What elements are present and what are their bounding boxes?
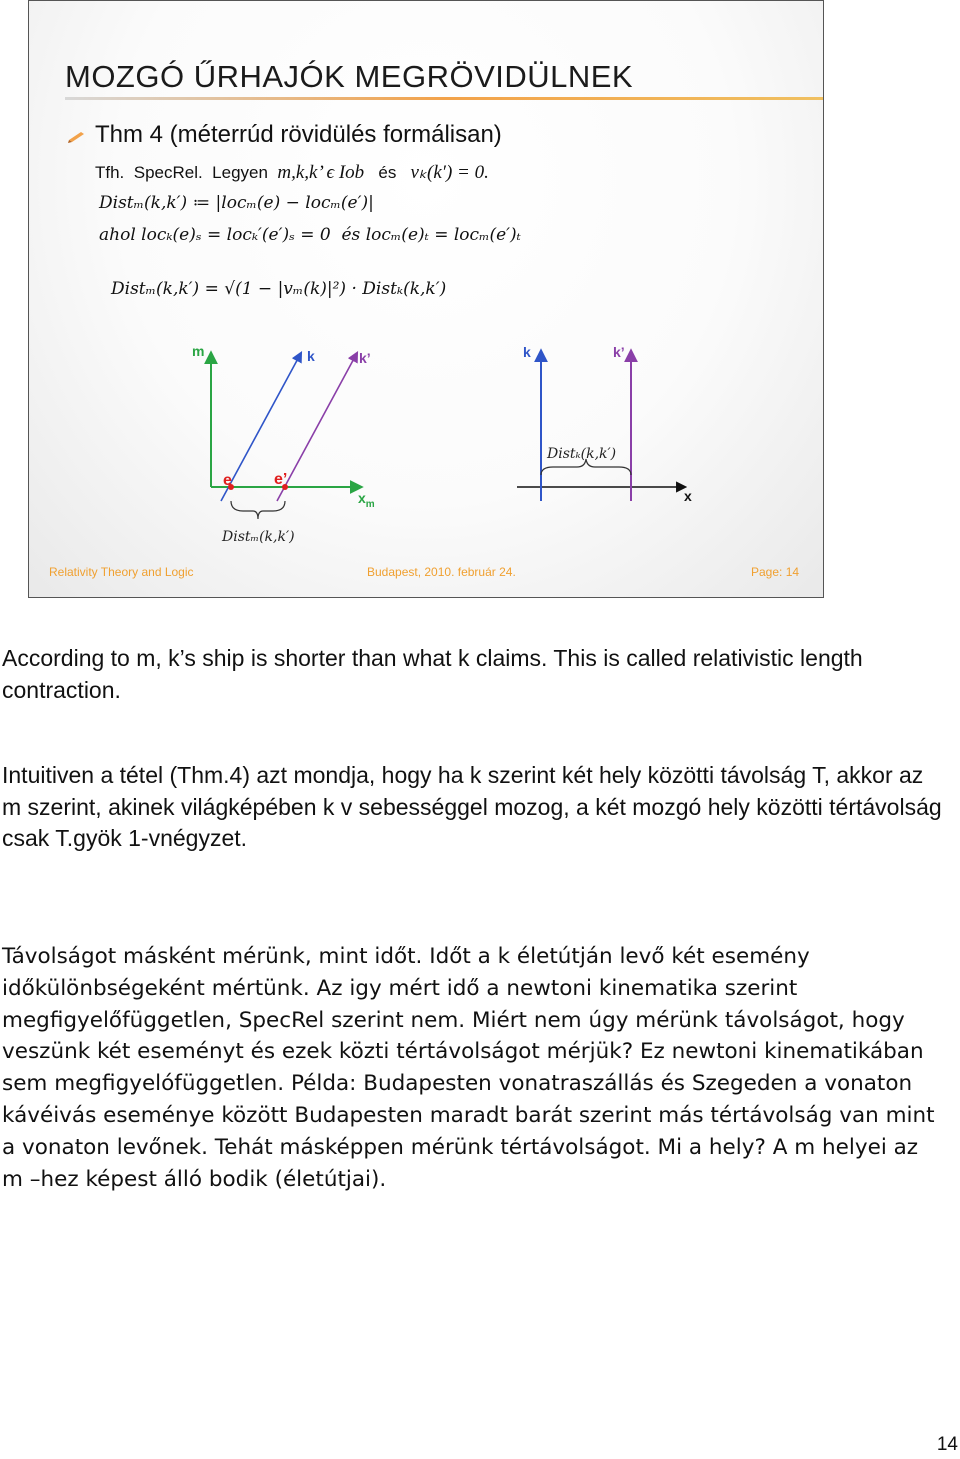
theorem-heading: Thm 4 (méterrúd rövidülés formálisan) [95,121,502,148]
slide-title: MOZGÓ ŰRHAJÓK MEGRÖVIDÜLNEK [65,59,634,94]
slide-image [28,0,824,598]
right-diagram [517,344,692,504]
assumption-prefix: Tfh. SpecRel. Legyen [95,163,268,182]
assumption-and: és [378,163,397,182]
label-k-right: k [523,344,531,360]
paragraph-english: According to m, k’s ship is shorter than what k claims. This is called relativistic length contraction. [2,645,863,703]
paragraph-distance: Távolságot másként mérünk, mint időt. Időt a k életútján levő két esemény időkülönbségeként mértünk. Az igy mért idő a newtoni kinematika szerint megfigyelőfüggetlen, SpecRel szerint nem. Miért nem úgy mérünk távolságot, hogy veszünk két eseményt és ezek közti tértávolságot mérjük? Ez newtoni kinematikában sem megfigyelófüggetlen. Példa: Budapesten vonatraszállás és Szegeden a vonaton kávéivás eseménye között Budapesten maradt barát szerint más tértávolság van mint a vonaton levőnek. Tehát másképpen mérünk tértávolságot. Mi a hely? A m helyei az m –hez képest álló bodik (életútjai). [2,944,935,1192]
label-x-right: x [684,488,692,504]
label-kprime-right: k’ [613,344,625,360]
label-kprime-left: k’ [359,350,371,366]
label-dist-m: Distₘ(k,k′) [222,529,295,545]
formula-contraction: Distₘ(k,k′) = √(1 − |vₘ(k)|²) · Distₖ(k,k′) [111,279,447,299]
left-diagram [192,343,375,545]
spacetime-diagrams [29,1,823,597]
label-k-left: k [307,348,315,364]
footer-left: Relativity Theory and Logic [49,565,194,579]
label-eprime: e’ [274,471,288,488]
page-number: 14 [936,1434,958,1455]
label-x-left: x [358,490,366,506]
label-e: e [223,472,232,489]
paragraph-intuitive: Intuitiven a tétel (Thm.4) azt mondja, hogy ha k szerint két hely közötti távolság T, akkor az m szerint, akinek világképében k v sebességgel mozog, a két mozgó hely közötti tértávolság csak T.gyök 1-vnégyzet. [2,762,942,851]
left-brace [231,501,285,519]
assumption-vars: m,k,k’ ϵ Iob [277,162,365,183]
label-xm [358,490,375,510]
label-xm-sub: m [365,499,375,510]
assumption-condition: vₖ(k′) = 0. [410,162,489,183]
footer-center: Budapest, 2010. február 24. [367,565,516,579]
label-m: m [192,343,205,359]
formula-where-clause: ahol locₖ(e)ₛ = locₖ′(e′)ₛ = 0 és locₘ(e)ₜ = locₘ(e′)ₜ [99,225,521,245]
formula-dist-definition: Distₘ(k,k′) ≔ |locₘ(e) − locₘ(e′)| [99,193,374,213]
footer-page: Page: 14 [751,565,800,579]
label-dist-k: Distₖ(k,k′) [547,446,617,462]
